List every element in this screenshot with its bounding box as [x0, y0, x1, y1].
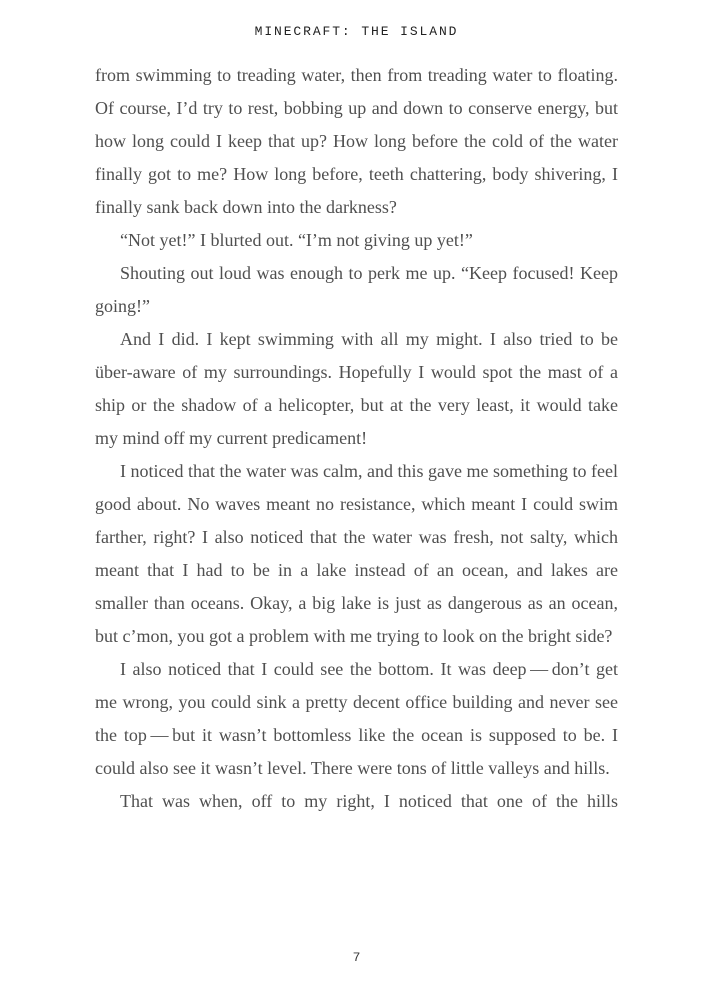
paragraph: “Not yet!” I blurted out. “I’m not giving up yet!”	[120, 230, 473, 250]
paragraph: Shouting out loud was enough to perk me up. “Keep focused! Keep going!”	[95, 263, 618, 316]
page-body	[95, 59, 618, 818]
paragraph: That was when, off to my right, I noticed that one of the hills	[120, 791, 618, 811]
paragraph: I also noticed that I could see the bottom. It was deep — don’t get me wrong, you could sink a pretty decent office building and never see the top — but it wasn’t bottomless like the ocean is supposed to be. I could also see it wasn’t level. There were tons of little valleys and hills.	[95, 659, 618, 778]
running-header: MINECRAFT: THE ISLAND	[254, 24, 459, 39]
page-number: 7	[352, 950, 361, 965]
paragraph: from swimming to treading water, then from treading water to floating. Of course, I’d try to rest, bobbing up and down to conserve energy, but how long could I keep that up? How long before the cold of the water finally got to me? How long before, teeth chattering, body shivering, I finally sank back down into the darkness?	[95, 65, 618, 217]
paragraph: And I did. I kept swimming with all my might. I also tried to be über-aware of my surroundings. Hopefully I would spot the mast of a ship or the shadow of a helicopter, but at the very least, it would take my mind off my current predicament!	[95, 329, 618, 448]
paragraph: I noticed that the water was calm, and this gave me something to feel good about. No waves meant no resistance, which meant I could swim farther, right? I also noticed that the water was fresh, not salty, which meant that I had to be in a lake instead of an ocean, and lakes are smaller than oceans. Okay, a big lake is just as dangerous as an ocean, but c’mon, you got a problem with me trying to look on the bright side?	[95, 461, 618, 646]
